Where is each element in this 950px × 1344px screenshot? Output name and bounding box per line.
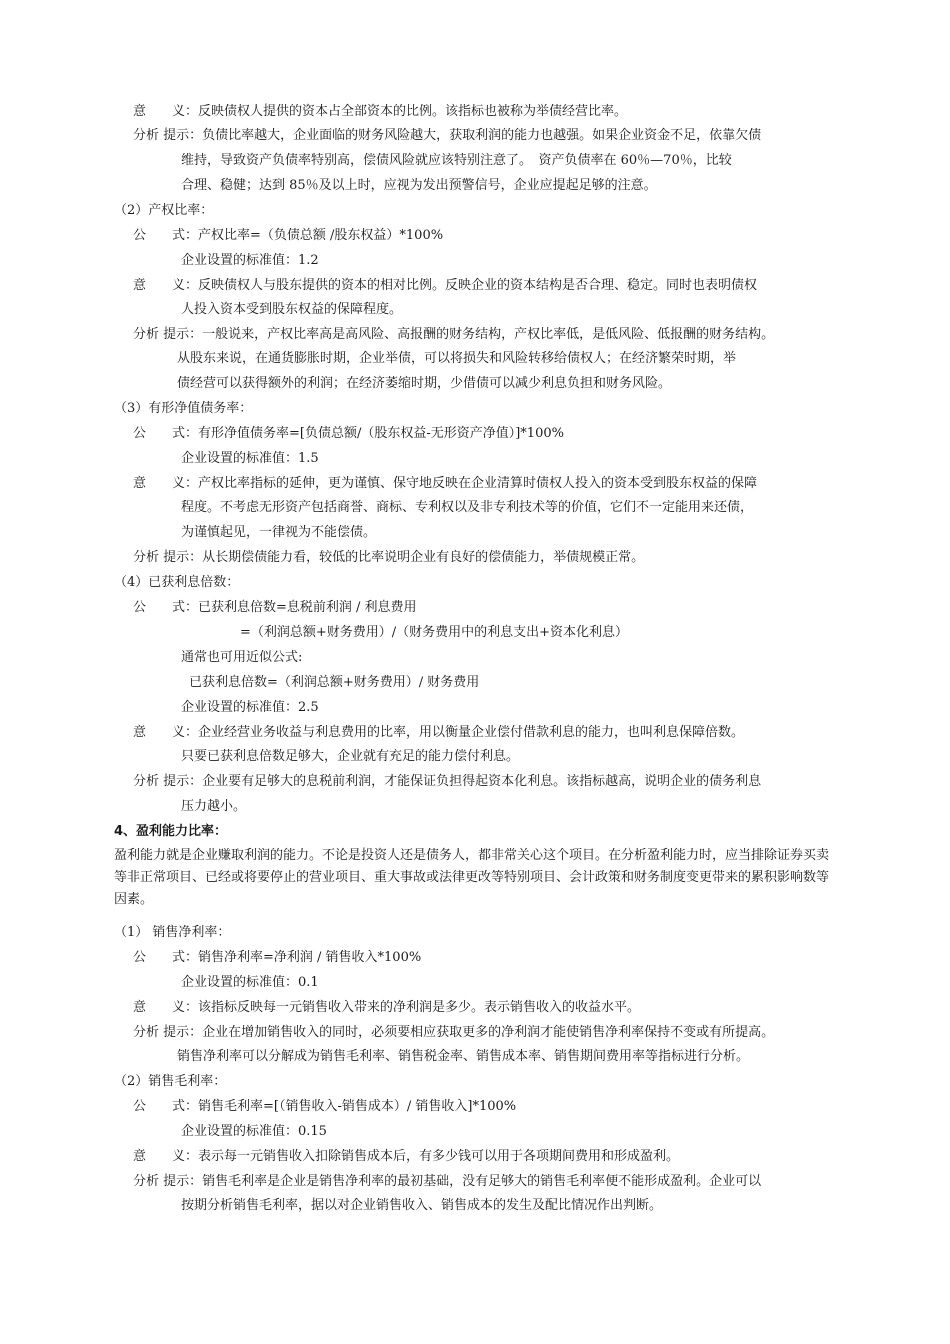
standard-value: 企业设置的标准值：1.5 <box>181 451 319 466</box>
approx-formula: 已获利息倍数=（利润总额+财务费用）/ 财务费用 <box>189 675 480 690</box>
section-heading-tangible-debt: （3）有形净值债务率： <box>114 401 253 416</box>
standard-value: 企业设置的标准值：0.1 <box>181 975 319 990</box>
section-heading-net-margin: （1） 销售净利率： <box>114 925 231 940</box>
meaning-tangible-debt-cont: 为谨慎起见，一律视为不能偿债。 <box>181 525 377 540</box>
formula-gross-margin: 公 式：销售毛利率=[（销售收入-销售成本）/ 销售收入]*100% <box>133 1099 517 1114</box>
section-heading-gross-margin: （2）销售毛利率： <box>114 1074 227 1089</box>
meaning-interest-coverage: 意 义：企业经营业务收益与利息费用的比率，用以衡量企业偿付借款利息的能力，也叫利息保障倍数。 <box>133 725 745 740</box>
standard-value: 企业设置的标准值：1.2 <box>181 253 319 268</box>
meaning-tangible-debt-cont: 程度。不考虑无形资产包括商誉、商标、专利权以及非专利技术等的价值，它们不一定能用来还债， <box>181 500 754 515</box>
formula-net-margin: 公 式：销售净利率=净利润 / 销售收入*100% <box>133 950 422 965</box>
meaning-equity-ratio-cont: 人投入资本受到股东权益的保障程度。 <box>181 302 403 317</box>
analysis-equity-ratio-cont: 债经营可以获得额外的利润；在经济萎缩时期，少借债可以减少利息负担和财务风险。 <box>177 376 672 391</box>
meaning-net-margin: 意 义：该指标反映每一元销售收入带来的净利润是多少。表示销售收入的收益水平。 <box>133 1000 641 1015</box>
analysis-debt-ratio-cont: 合理、稳健；达到 85％及以上时，应视为发出预警信号，企业应提起足够的注意。 <box>181 178 657 193</box>
analysis-equity-ratio-cont: 从股东来说，在通货膨胀时期，企业举债，可以将损失和风险转移给债权人；在经济繁荣时期，举 <box>177 351 737 366</box>
analysis-interest-coverage: 分析 提示：企业要有足够大的息税前利润，才能保证负担得起资本化利息。该指标越高，说明企业的债务利息 <box>133 774 762 789</box>
meaning-tangible-debt: 意 义：产权比率指标的延伸，更为谨慎、保守地反映在企业清算时债权人投入的资本受到股东权益的保障 <box>133 476 758 491</box>
analysis-equity-ratio: 分析 提示：一般说来，产权比率高是高风险、高报酬的财务结构，产权比率低，是低风险、低报酬的财务结构。 <box>133 327 775 342</box>
section-heading-interest-coverage: （4）已获利息倍数： <box>114 575 240 590</box>
analysis-tangible-debt: 分析 提示：从长期偿债能力看，较低的比率说明企业有良好的偿债能力，举债规模正常。 <box>133 550 645 565</box>
formula-interest-coverage: 公 式：已获利息倍数=息税前利润 / 利息费用 <box>133 600 417 615</box>
meaning-gross-margin: 意 义：表示每一元销售收入扣除销售成本后，有多少钱可以用于各项期间费用和形成盈利。 <box>133 1149 680 1164</box>
chapter-heading-profitability: 4、盈利能力比率： <box>114 824 228 839</box>
analysis-net-margin: 分析 提示：企业在增加销售收入的同时，必须要相应获取更多的净利润才能使销售净利率保持不变或有所提高。 <box>133 1025 775 1040</box>
meaning-interest-coverage-cont: 只要已获利息倍数足够大，企业就有充足的能力偿付利息。 <box>181 749 520 764</box>
analysis-debt-ratio: 分析 提示：负债比率越大，企业面临的财务风险越大，获取利润的能力也越强。如果企业资金不足，依靠欠债 <box>133 128 762 143</box>
section-heading-equity-ratio: （2）产权比率： <box>114 203 214 218</box>
formula-tangible-debt: 公 式：有形净值债务率=[负债总额/（股东权益-无形资产净值）]*100% <box>133 426 564 441</box>
analysis-net-margin-cont: 销售净利率可以分解成为销售毛利率、销售税金率、销售成本率、销售期间费用率等指标进行分析。 <box>177 1049 750 1064</box>
intro-paragraph-profitability: 盈利能力就是企业赚取利润的能力。不论是投资人还是债务人，都非常关心这个项目。在分析盈利能力时，应当排除证券买卖等非正常项目、已经或将要停止的营业项目、重大事故或法律更改等特别项目、会计政策和财务制度变更带来的累积影响数等因素。 <box>114 848 830 907</box>
standard-value: 企业设置的标准值：0.15 <box>181 1124 327 1139</box>
meaning-equity-ratio: 意 义：反映债权人与股东提供的资本的相对比例。反映企业的资本结构是否合理、稳定。同时也表明债权 <box>133 278 758 293</box>
analysis-interest-coverage-cont: 压力越小。 <box>181 799 247 814</box>
formula-equity-ratio: 公 式：产权比率=（负债总额 /股东权益）*100% <box>133 228 444 243</box>
analysis-gross-margin: 分析 提示：销售毛利率是企业是销售净利率的最初基础，没有足够大的销售毛利率便不能形成盈利。企业可以 <box>133 1174 762 1189</box>
formula-interest-coverage-expanded: =（利润总额+财务费用）/（财务费用中的利息支出+资本化利息） <box>240 625 629 640</box>
analysis-debt-ratio-cont: 维持，导致资产负债率特别高，偿债风险就应该特别注意了。 资产负债率在 60％—70％，比较 <box>181 153 732 168</box>
meaning-debt-ratio: 意 义：反映债权人提供的资本占全部资本的比例。该指标也被称为举债经营比率。 <box>133 104 628 119</box>
standard-value: 企业设置的标准值：2.5 <box>181 700 319 715</box>
analysis-gross-margin-cont: 按期分析销售毛利率，据以对企业销售收入、销售成本的发生及配比情况作出判断。 <box>181 1198 663 1213</box>
approx-formula-label: 通常也可用近似公式: <box>181 650 303 665</box>
